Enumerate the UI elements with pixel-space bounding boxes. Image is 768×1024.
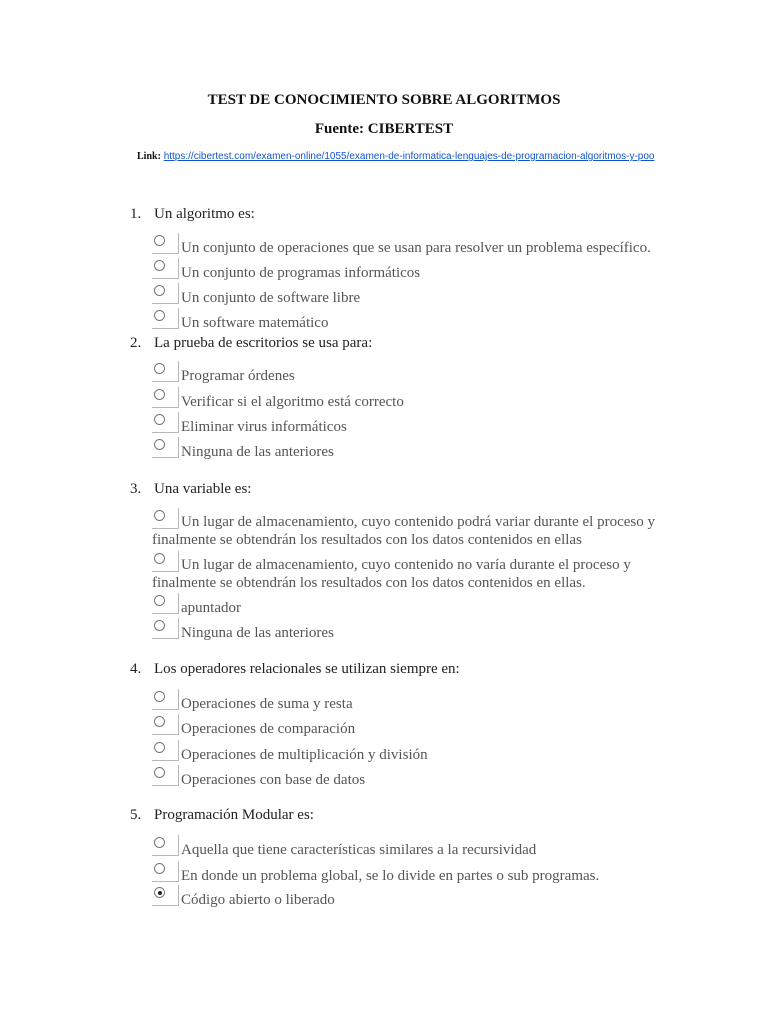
question-3 bbox=[130, 481, 251, 498]
link-line bbox=[137, 151, 654, 162]
link-label: Link: bbox=[137, 151, 161, 162]
option-label: Ninguna de las anteriores bbox=[181, 625, 334, 641]
option-label: Un software matemático bbox=[181, 315, 329, 331]
option-label: apuntador bbox=[181, 600, 241, 616]
radio-box bbox=[152, 412, 179, 433]
radio-box bbox=[152, 593, 179, 614]
option-label: En donde un problema global, se lo divide en partes o sub programas. bbox=[181, 868, 600, 884]
question-text: La prueba de escritorios se usa para: bbox=[154, 335, 373, 351]
radio-button-checked-icon[interactable] bbox=[154, 887, 165, 898]
question-2 bbox=[130, 335, 372, 352]
radio-button-icon[interactable] bbox=[154, 510, 165, 521]
radio-box bbox=[152, 689, 179, 710]
radio-box bbox=[152, 258, 179, 279]
question-number: 4. bbox=[130, 661, 142, 677]
option-label: Aquella que tiene características similares a la recursividad bbox=[181, 842, 537, 858]
question-number: 3. bbox=[130, 481, 142, 497]
question-text: Los operadores relacionales se utilizan siempre en: bbox=[154, 661, 460, 677]
radio-box bbox=[152, 835, 179, 856]
question-number: 2. bbox=[130, 335, 142, 351]
radio-box bbox=[152, 861, 179, 882]
page-title: TEST DE CONOCIMIENTO SOBRE ALGORITMOS bbox=[207, 92, 561, 108]
question-5 bbox=[130, 807, 314, 824]
radio-box bbox=[152, 765, 179, 786]
option-label: Operaciones de comparación bbox=[181, 721, 356, 737]
option-label: Código abierto o liberado bbox=[181, 892, 335, 908]
radio-button-icon[interactable] bbox=[154, 595, 165, 606]
option-label: Operaciones de suma y resta bbox=[181, 696, 353, 712]
radio-button-icon[interactable] bbox=[154, 363, 165, 374]
radio-button-icon[interactable] bbox=[154, 414, 165, 425]
question-number: 1. bbox=[130, 206, 142, 222]
radio-box bbox=[152, 714, 179, 735]
radio-button-icon[interactable] bbox=[154, 439, 165, 450]
option-label: Eliminar virus informáticos bbox=[181, 419, 347, 435]
question-4 bbox=[130, 661, 460, 678]
radio-box bbox=[152, 387, 179, 408]
source-link[interactable]: https://cibertest.com/examen-online/1055/examen-de-informatica-lenguajes-de-programacion-algoritmos-y-poo bbox=[163, 151, 655, 162]
radio-box bbox=[152, 283, 179, 304]
radio-button-icon[interactable] bbox=[154, 863, 165, 874]
radio-box bbox=[152, 308, 179, 329]
radio-box bbox=[152, 508, 179, 529]
question-number: 5. bbox=[130, 807, 142, 823]
option-label: Operaciones con base de datos bbox=[181, 772, 366, 788]
q3-option-1[interactable] bbox=[152, 513, 672, 549]
radio-button-icon[interactable] bbox=[154, 620, 165, 631]
option-label: Programar órdenes bbox=[181, 368, 295, 384]
question-text: Programación Modular es: bbox=[154, 807, 314, 823]
radio-button-icon[interactable] bbox=[154, 389, 165, 400]
radio-box bbox=[152, 437, 179, 458]
option-label: Un lugar de almacenamiento, cuyo contenido no varía durante el proceso y finalmente se obtendrán los resultados con los datos contenidos en ellas. bbox=[152, 557, 631, 591]
radio-button-icon[interactable] bbox=[154, 691, 165, 702]
radio-button-icon[interactable] bbox=[154, 285, 165, 296]
radio-box bbox=[152, 885, 179, 906]
radio-button-icon[interactable] bbox=[154, 553, 165, 564]
option-label: Verificar si el algoritmo está correcto bbox=[181, 394, 404, 410]
question-text: Un algoritmo es: bbox=[154, 206, 255, 222]
radio-button-icon[interactable] bbox=[154, 742, 165, 753]
option-label: Un conjunto de operaciones que se usan para resolver un problema específico. bbox=[181, 240, 651, 256]
radio-box bbox=[152, 618, 179, 639]
q3-option-2[interactable] bbox=[152, 556, 672, 592]
radio-button-icon[interactable] bbox=[154, 260, 165, 271]
radio-box bbox=[152, 233, 179, 254]
radio-button-icon[interactable] bbox=[154, 310, 165, 321]
radio-box bbox=[152, 740, 179, 761]
radio-button-icon[interactable] bbox=[154, 716, 165, 727]
radio-box bbox=[152, 551, 179, 572]
option-label: Operaciones de multiplicación y división bbox=[181, 747, 428, 763]
option-label: Ninguna de las anteriores bbox=[181, 444, 334, 460]
question-1 bbox=[130, 206, 255, 223]
radio-button-icon[interactable] bbox=[154, 837, 165, 848]
radio-box bbox=[152, 361, 179, 382]
radio-button-icon[interactable] bbox=[154, 235, 165, 246]
option-label: Un conjunto de programas informáticos bbox=[181, 265, 421, 281]
question-text: Una variable es: bbox=[154, 481, 252, 497]
radio-button-icon[interactable] bbox=[154, 767, 165, 778]
option-label: Un lugar de almacenamiento, cuyo contenido podrá variar durante el proceso y finalmente se obtendrán los resultados con los datos contenidos en ellas bbox=[152, 514, 655, 548]
option-label: Un conjunto de software libre bbox=[181, 290, 361, 306]
source-label: Fuente: CIBERTEST bbox=[314, 121, 454, 137]
